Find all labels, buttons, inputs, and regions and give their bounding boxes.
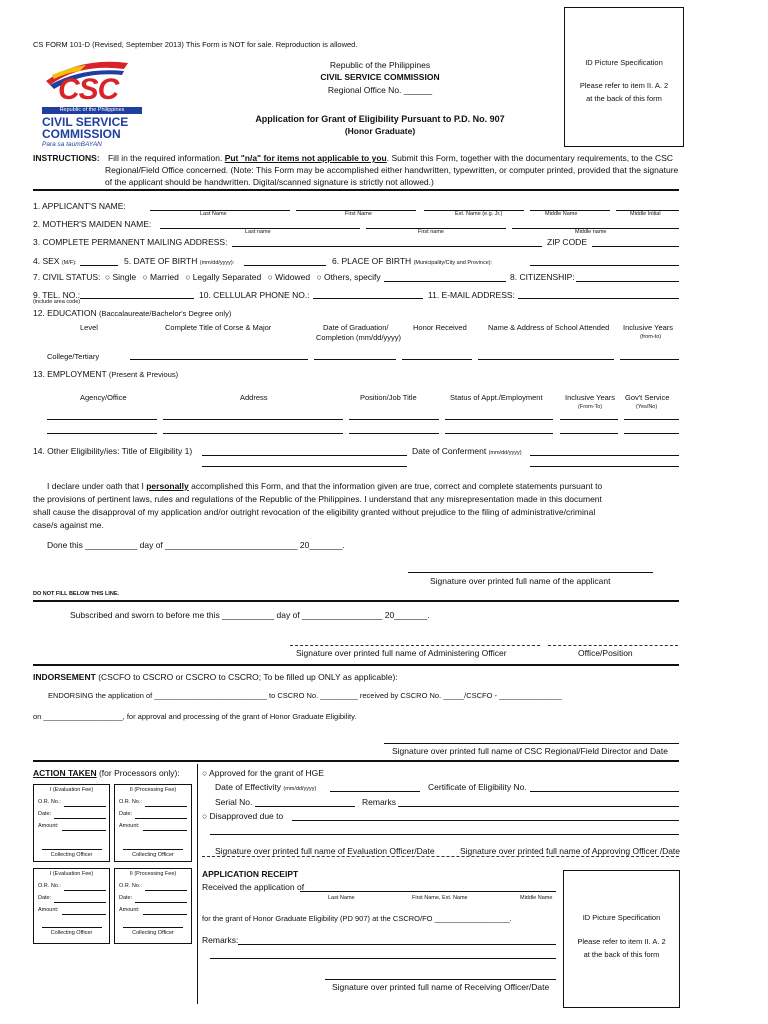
emp-status-field[interactable]	[445, 433, 553, 434]
date-label: Date:	[119, 811, 133, 817]
dob-label	[124, 256, 234, 266]
receiving-signature-field[interactable]	[325, 979, 556, 980]
sub-label: First name	[418, 229, 444, 235]
emp-col-address: Address	[240, 393, 268, 402]
receipt-sub: Last Name	[328, 895, 355, 901]
office-position-field[interactable]	[548, 645, 678, 646]
collecting-label: Collecting Officer	[50, 852, 93, 858]
received-name-field[interactable]	[300, 891, 556, 892]
other-eligibility-label: 14. Other Eligibility/ies: Title of Eligibility 1)	[33, 446, 193, 456]
fee-title: I (Evaluation Fee)	[49, 787, 94, 793]
applicant-name-label: 1. APPLICANT'S NAME:	[33, 201, 126, 211]
date-field[interactable]	[54, 902, 106, 903]
civil-others-field[interactable]	[384, 281, 506, 282]
sex-label	[33, 256, 77, 266]
admin-signature-label: Signature over printed full name of Administering Officer	[296, 648, 507, 658]
pob-hint: (Municipality/City and Province):	[413, 260, 493, 266]
serial-no-field[interactable]	[255, 806, 355, 807]
endorsing-line	[48, 691, 562, 700]
date-label: Date:	[38, 895, 52, 901]
approving-officer-label: Signature over printed full name of Approving Officer /Date	[460, 846, 681, 856]
tel-hint: (include area code)	[33, 299, 81, 305]
admin-signature-field[interactable]	[290, 645, 540, 646]
emp-address-field[interactable]	[163, 419, 343, 420]
date-eff-text: Date of Effectivity	[215, 782, 281, 792]
education-text: 12. EDUCATION	[33, 308, 97, 318]
regional-office: Regional Office No. ______	[327, 85, 433, 95]
remarks-field[interactable]	[398, 806, 679, 807]
dob-hint: (mm/dd/yyyy):	[199, 260, 235, 266]
edu-honor-field[interactable]	[402, 359, 472, 360]
edu-col-honor: Honor Received	[413, 323, 467, 332]
disapproved-field[interactable]	[292, 820, 679, 821]
fee-title: II (Processing Fee)	[129, 787, 177, 793]
eval-fee-box	[33, 784, 110, 862]
divider	[33, 600, 679, 602]
eligibility2-field[interactable]	[202, 466, 407, 467]
edu-row-college: College/Tertiary	[47, 352, 100, 361]
disapproved-field-2[interactable]	[210, 834, 679, 835]
pob-text: 6. PLACE OF BIRTH	[332, 256, 412, 266]
id-spec-line3: at the back of this form	[583, 950, 660, 959]
receipt-sub: First Name, Ext. Name	[412, 895, 468, 901]
date-field[interactable]	[135, 902, 187, 903]
subscribed-line: Subscribed and sworn to before me this ___________ day of _________________ 20_______.	[70, 610, 430, 620]
instructions-emphasis: Put "n/a" for items not applicable to you	[224, 153, 387, 163]
collecting-label: Collecting Officer	[50, 930, 93, 936]
employment-label	[33, 369, 178, 379]
edu-years-field[interactable]	[620, 359, 679, 360]
eligibility1-field[interactable]	[202, 455, 407, 456]
radio-label: Married	[150, 272, 179, 282]
collecting-sig-field[interactable]	[42, 849, 102, 850]
amount-label: Amount:	[38, 823, 59, 829]
emp-govt-field[interactable]	[624, 419, 679, 420]
edu-school-field[interactable]	[478, 359, 614, 360]
oath-line2: the provisions of pertinent laws, rules and regulations of the Republic of the Philippines. I understand that any misrepresentation made in this document	[33, 494, 602, 504]
tel-label: 9. TEL. NO.:	[33, 290, 81, 300]
or-field[interactable]	[64, 806, 106, 807]
cert-no-label: Certificate of Eligibility No.	[428, 782, 527, 792]
pob-field[interactable]	[530, 265, 679, 266]
indorsement-hint: (CSCFO to CSCRO or CSCRO to CSCRO; To be filled up ONLY as applicable):	[98, 672, 398, 682]
radio-label: Others, specify	[323, 272, 381, 282]
radio-label: Single	[112, 272, 137, 282]
civil-status-options	[105, 272, 381, 282]
instructions-part3: . Submit this Form, together with the documentary requirements, to the CSC	[386, 153, 674, 163]
indorsement-title: INDORSEMENT	[33, 672, 96, 682]
date-eff-hint: (mm/dd/yyyy)	[283, 786, 317, 792]
instructions-line3: of the applicant should be handwritten. Digital/scanned signature is strictly not allowed.)	[105, 177, 434, 187]
receipt-sub: Middle Name	[520, 895, 553, 901]
cell-label: 10. CELLULAR PHONE NO.:	[199, 290, 310, 300]
republic-label: Republic of the Philippines	[329, 60, 431, 70]
conferment-text: Date of Conferment	[412, 446, 487, 456]
remarks2-field-2[interactable]	[210, 958, 556, 959]
edu-grad-field[interactable]	[314, 359, 396, 360]
date-field[interactable]	[54, 818, 106, 819]
or-field[interactable]	[145, 806, 187, 807]
oath-text: I declare under oath that I	[47, 481, 147, 491]
disapproved-label: Disapproved due to	[209, 811, 284, 821]
emp-col-years2: (From-To)	[578, 404, 603, 410]
form-id: CS FORM 101-D (Revised, September 2013) This Form is NOT for sale. Reproduction is allowed.	[33, 40, 358, 49]
edu-col-years: Inclusive Years	[623, 323, 674, 332]
indorsement-label	[33, 672, 398, 682]
id-spec-line2: Please refer to item II. A. 2	[579, 81, 669, 90]
collecting-sig-field[interactable]	[123, 927, 183, 928]
amount-field[interactable]	[62, 914, 106, 915]
done-line: Done this ___________ day of ____________________________ 20_______.	[47, 540, 345, 550]
edu-col-years2: (from-to)	[640, 334, 662, 340]
radio-label: Widowed	[275, 272, 311, 282]
proc-fee-box	[114, 784, 192, 862]
sex-field[interactable]	[80, 265, 118, 266]
office-position-label: Office/Position	[578, 648, 633, 658]
dob-text: 5. DATE OF BIRTH	[124, 256, 198, 266]
sub-label: First Name	[345, 211, 372, 217]
instructions-line1	[33, 153, 673, 163]
radio-single[interactable]: ○ Single	[105, 272, 137, 282]
emp-years-field[interactable]	[560, 433, 618, 434]
or-label: O.R. No.:	[38, 883, 61, 889]
tel-field[interactable]	[80, 298, 194, 299]
approved-label: Approved for the grant of HGE	[209, 768, 324, 778]
radio-label: Legally Separated	[192, 272, 262, 282]
radio-icon: ○	[202, 768, 208, 778]
vertical-divider	[197, 764, 198, 1004]
remarks2-field[interactable]	[238, 944, 556, 945]
oath-line4: case/s against me.	[33, 520, 104, 530]
emp-govt-field[interactable]	[624, 433, 679, 434]
or-field[interactable]	[145, 890, 187, 891]
emp-col-govt: Gov't Service	[625, 393, 670, 402]
zip-field[interactable]	[592, 246, 679, 247]
oath-line3: shall cause the disapproval of my application and/or outright revocation of the eligibility granted without prejudice to the filing of administrative/criminal	[33, 507, 596, 517]
action-title: ACTION TAKEN	[33, 768, 97, 778]
amount-field[interactable]	[143, 830, 187, 831]
grant-line: for the grant of Honor Graduate Eligibility (PD 907) at the CSCRO/FO __________________.	[202, 914, 512, 923]
amount-label: Amount:	[119, 907, 140, 913]
received-label: Received the application of	[202, 882, 305, 892]
edu-col-level: Level	[80, 323, 98, 332]
conferment2-field[interactable]	[530, 466, 679, 467]
zip-label: ZIP CODE	[547, 237, 587, 247]
emp-col-status: Status of Appt./Employment	[450, 393, 543, 402]
radio-married[interactable]: ○ Married	[142, 272, 179, 282]
sub-label: Middle name	[575, 229, 607, 235]
logo-name1: CIVIL SERVICE	[42, 115, 129, 129]
eval-fee-box	[33, 868, 110, 944]
endorsing-text: ENDORSING	[48, 691, 94, 700]
collecting-label: Collecting Officer	[132, 852, 174, 858]
edu-title-field[interactable]	[130, 359, 308, 360]
amount-field[interactable]	[143, 914, 187, 915]
remarks2-label: Remarks:	[202, 935, 239, 945]
sub-label: Middle Initial	[630, 211, 661, 217]
emp-position-field[interactable]	[349, 419, 439, 420]
amount-field[interactable]	[62, 830, 106, 831]
sex-text: 4. SEX	[33, 256, 60, 266]
sub-label: Last name	[245, 229, 271, 235]
logo-acronym: CSC	[58, 73, 119, 106]
logo-tagline: Para sa taumBAYAN	[42, 141, 102, 148]
proc-fee-box	[114, 868, 192, 944]
radio-legally-separated[interactable]: ○ Legally Separated	[185, 272, 262, 282]
commission-label: CIVIL SERVICE COMMISSION	[320, 72, 440, 82]
sub-label: Middle Name	[545, 211, 578, 217]
emp-col-govt2: (Yes/No)	[636, 404, 658, 410]
oath-emphasis: personally	[146, 481, 189, 491]
radio-widowed[interactable]: ○ Widowed	[267, 272, 311, 282]
id-picture-box-bottom	[563, 870, 680, 1008]
citizenship-label: 8. CITIZENSHIP:	[510, 272, 575, 282]
logo-name2: COMMISSION	[42, 127, 121, 141]
edu-col-grad: Date of Graduation/	[323, 323, 389, 332]
conferment-hint: (mm/dd/yyyy)	[488, 450, 522, 456]
cell-field[interactable]	[313, 298, 423, 299]
collecting-label: Collecting Officer	[132, 930, 174, 936]
oath-line1	[47, 481, 602, 491]
id-spec-line2: Please refer to item II. A. 2	[577, 937, 666, 946]
emp-agency-field[interactable]	[47, 433, 157, 434]
applicant-signature-label: Signature over printed full name of the applicant	[430, 576, 611, 586]
endorsing-rest: the application of ___________________________ to CSCRO No. _________ received by CSCRO No. _____/CSCFO - _______________	[93, 691, 562, 700]
sub-label: Last Name	[200, 211, 227, 217]
serial-no-label: Serial No.	[215, 797, 253, 807]
divider	[33, 760, 679, 762]
logo-band: Republic of the Philippines	[42, 107, 142, 114]
employment-hint: (Present & Previous)	[108, 370, 179, 379]
csc-logo	[40, 55, 160, 151]
emp-col-years: Inclusive Years	[565, 393, 616, 402]
sex-hint: (M/F):	[61, 260, 77, 266]
date-field[interactable]	[135, 818, 187, 819]
emp-col-position: Position/Job Title	[360, 393, 417, 402]
collecting-sig-field[interactable]	[42, 927, 102, 928]
form-subtitle: (Honor Graduate)	[344, 126, 416, 136]
date-label: Date:	[38, 811, 52, 817]
emp-years-field[interactable]	[560, 419, 618, 420]
id-spec-title: ID Picture Specification	[585, 58, 663, 67]
mother-maiden-label: 2. MOTHER'S MAIDEN NAME:	[33, 219, 152, 229]
address-label: 3. COMPLETE PERMANENT MAILING ADDRESS:	[33, 237, 228, 247]
date-label: Date:	[119, 895, 133, 901]
employment-text: 13. EMPLOYMENT	[33, 369, 107, 379]
instructions-line2: Regional/Field Office concerned. (Note: This Form may be accomplished either handwritten, typewritten, or computer printed, provided that the signature	[105, 165, 679, 175]
eval-officer-label: Signature over printed full name of Evaluation Officer/Date	[215, 846, 435, 856]
conferment1-field[interactable]	[530, 455, 679, 456]
id-picture-box-top	[564, 7, 684, 147]
amount-label: Amount:	[119, 823, 140, 829]
director-signature-field[interactable]	[384, 743, 679, 744]
edu-col-grad2: Completion (mm/dd/yyyy)	[316, 333, 402, 342]
edu-col-title: Complete Title of Corse & Major	[165, 323, 272, 332]
education-label	[33, 308, 231, 318]
email-field[interactable]	[518, 298, 679, 299]
applicant-signature-field[interactable]	[408, 572, 653, 573]
collecting-sig-field[interactable]	[123, 849, 183, 850]
pob-label	[332, 256, 492, 266]
disapproved-option[interactable]	[202, 811, 283, 821]
edu-col-school: Name & Address of School Attended	[488, 323, 610, 332]
approved-option[interactable]	[202, 768, 324, 778]
education-hint: (Baccalaureate/Bachelor's Degree only)	[98, 309, 232, 318]
sub-label: Ext. Name (e.g. Jr.)	[455, 211, 503, 217]
date-effectivity-label	[215, 782, 316, 792]
or-label: O.R. No.:	[38, 799, 61, 805]
dob-field[interactable]	[244, 265, 326, 266]
divider	[33, 189, 679, 191]
oath-text: accomplished this Form, and that the information given are true, correct and complete statements pursuant to	[188, 481, 603, 491]
radio-others[interactable]: ○ Others, specify	[316, 272, 381, 282]
cert-no-field[interactable]	[530, 791, 679, 792]
action-hint: (for Processors only):	[98, 768, 180, 778]
divider	[33, 664, 679, 666]
or-field[interactable]	[64, 890, 106, 891]
signature-lines[interactable]	[202, 856, 679, 857]
emp-status-field[interactable]	[445, 419, 553, 420]
receiving-signature-label: Signature over printed full name of Receiving Officer/Date	[332, 982, 550, 992]
form-title: Application for Grant of Eligibility Pursuant to P.D. No. 907	[255, 114, 505, 124]
fee-title: II (Processing Fee)	[129, 871, 177, 877]
id-spec-title: ID Picture Specification	[582, 913, 661, 922]
amount-label: Amount:	[38, 907, 59, 913]
action-taken-label	[33, 768, 180, 778]
radio-icon: ○	[202, 811, 208, 821]
or-label: O.R. No.:	[119, 799, 142, 805]
fee-title: I (Evaluation Fee)	[49, 871, 94, 877]
receipt-title: APPLICATION RECEIPT	[202, 869, 299, 879]
instructions-label: INSTRUCTIONS:	[33, 153, 100, 163]
do-not-fill-label: DO NOT FILL BELOW THIS LINE.	[33, 591, 120, 597]
emp-agency-field[interactable]	[47, 419, 157, 420]
emp-col-agency: Agency/Office	[80, 393, 127, 402]
civil-status-label: 7. CIVIL STATUS:	[33, 272, 101, 282]
or-label: O.R. No.:	[119, 883, 142, 889]
remarks-label: Remarks	[362, 797, 397, 807]
emp-position-field[interactable]	[349, 433, 439, 434]
director-signature-label: Signature over printed full name of CSC Regional/Field Director and Date	[392, 746, 668, 756]
email-label: 11. E-MAIL ADDRESS:	[428, 290, 515, 300]
conferment-label	[412, 446, 522, 456]
citizenship-field[interactable]	[576, 281, 679, 282]
id-spec-line3: at the back of this form	[586, 94, 662, 103]
address-field[interactable]	[232, 246, 542, 247]
date-effectivity-field[interactable]	[330, 791, 420, 792]
emp-address-field[interactable]	[163, 433, 343, 434]
on-line: on ___________________, for approval and processing of the grant of Honor Graduate Eligibility.	[33, 712, 357, 721]
instructions-part1: Fill in the required information.	[107, 153, 223, 163]
